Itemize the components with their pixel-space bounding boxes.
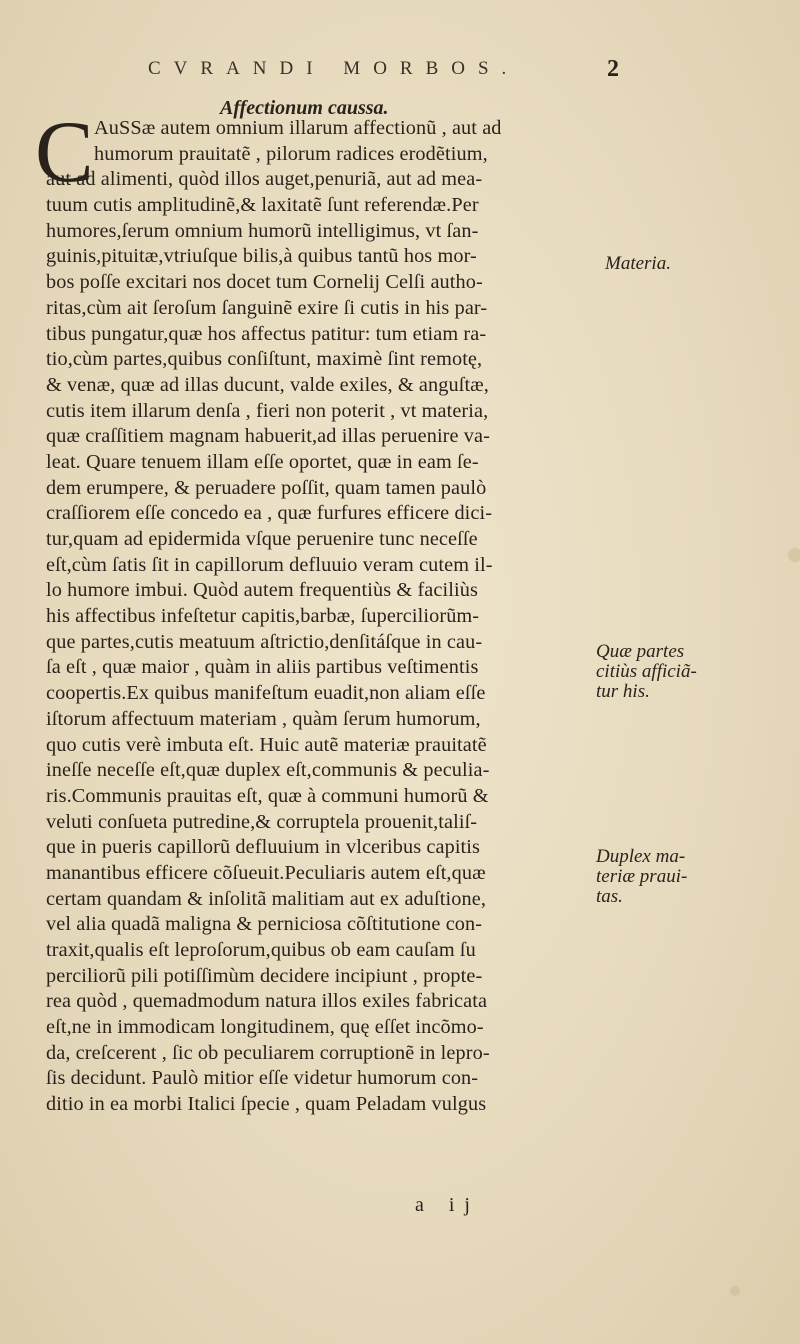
text-line: veluti conſueta putredine,& corruptela prouenit,taliſ- (46, 810, 478, 833)
marginal-note-line: teriæ praui- (596, 866, 688, 887)
marginal-note-line: citiùs afficiã- (596, 661, 697, 682)
text-line: aut ad alimenti, quòd illos auget,penuriã, aut ad mea- (46, 168, 483, 191)
text-line: que in pueris capillorũ defluuium in vlceribus capitis (46, 836, 481, 859)
text-line: lo humore imbui. Quòd autem frequentiùs & faciliùs (46, 579, 478, 602)
text-line: tio,cùm partes,quibus conſiſtunt, maximè ſint remotę, (46, 348, 483, 371)
text-line: craſſiorem eſſe concedo ea , quæ furfures efficere dici- (46, 502, 493, 525)
text-line: bos poſſe excitari nos docet tum Cornelij Celſi autho- (46, 271, 483, 294)
text-line: manantibus efficere cõſueuit.Peculiaris autem eſt,quæ (46, 861, 486, 884)
drop-cap: C (35, 104, 94, 201)
text-line: humores,ſerum omnium humorũ intelligimus, vt ſan- (46, 219, 479, 242)
text-line: vel alia quadã maligna & perniciosa cõſtitutione con- (46, 913, 483, 936)
body-text (46, 116, 592, 1118)
text-line: cutis item illarum denſa , fieri non poterit , vt materia, (46, 399, 489, 422)
text-line: ris.Communis prauitas eſt, quæ à communi humorũ & (46, 784, 489, 807)
text-line: his affectibus infeſtetur capitis,barbæ, ſuperciliorũm- (46, 605, 480, 628)
marginal-note-materia: Materia. (605, 253, 671, 274)
paper-stain (730, 1286, 740, 1296)
marginal-note-line: tur his. (596, 681, 650, 702)
marginal-note-line: tas. (596, 886, 623, 907)
paper-stain (788, 548, 800, 562)
text-line: iſtorum affectuum materiam , quàm ſerum humorum, (46, 707, 481, 730)
text-line: dem erumpere, & peruadere poſſit, quam tamen paulò (46, 476, 487, 499)
text-line: eſt,cùm ſatis ſit in capillorum defluuio veram cutem il- (46, 553, 493, 576)
text-line: quo cutis verè imbuta eſt. Huic autẽ materiæ prauitatẽ (46, 733, 487, 756)
running-head: CVRANDI MORBOS. (148, 58, 520, 79)
marginal-note-quae-partes (596, 642, 697, 702)
text-line: traxit,qualis eſt leproſorum,quibus ob eam cauſam ſu (46, 939, 476, 961)
text-line: tuum cutis amplitudinẽ,& laxitatẽ ſunt referendæ.Per (46, 194, 479, 217)
section-heading: Affectionum caussa. (220, 97, 389, 119)
text-line: certam quandam & inſolitã malitiam aut ex aduſtione, (46, 887, 486, 910)
marginal-note-line: Quæ partes (596, 641, 685, 662)
text-line: tibus pungatur,quæ hos affectus patitur: tum etiam ra- (46, 322, 487, 345)
text-line: leat. Quare tenuem illam eſſe oportet, quæ in eam ſe- (46, 450, 479, 473)
text-line: ritas,cùm ait ſeroſum ſanguinẽ exire ſi cutis in his par- (46, 296, 488, 319)
text-line: ſa eſt , quæ maior , quàm in aliis partibus veſtimentis (46, 656, 479, 679)
text-line: guinis,pituitæ,vtriuſque bilis,à quibus tantũ hos mor- (46, 245, 477, 268)
marginal-note-duplex (596, 847, 687, 907)
marginal-note-line: Duplex ma- (596, 846, 686, 867)
text-line: perciliorũ pili potiſſimùm decidere incipiunt , propte- (46, 964, 483, 987)
text-line: da, creſcerent , ſic ob peculiarem corruptionẽ in lepro- (46, 1041, 490, 1064)
signature-mark: a ij (415, 1194, 480, 1216)
text-line: ditio in ea morbi Italici ſpecie , quam Peladam vulgus (46, 1093, 487, 1116)
text-line: ineſſe neceſſe eſt,quæ duplex eſt,communis & peculia- (46, 759, 490, 782)
text-line: eſt,ne in immodicam longitudinem, quę eſſet incõmo- (46, 1016, 484, 1039)
text-line: tur,quam ad epidermida vſque peruenire tunc neceſſe (46, 528, 478, 550)
text-line: AuSSæ autem omnium illarum affectionũ , aut ad (94, 117, 502, 139)
text-line: quæ craſſitiem magnam habuerit,ad illas peruenire va- (46, 425, 491, 448)
text-line: coopertis.Ex quibus manifeſtum euadit,non aliam eſſe (46, 682, 486, 705)
text-line: humorum prauitatẽ , pilorum radices erodẽtium, (94, 142, 488, 165)
text-line: & venæ, quæ ad illas ducunt, valde exiles, & anguſtæ, (46, 373, 489, 396)
text-line: rea quòd , quemadmodum natura illos exiles fabricata (46, 990, 488, 1013)
page-number: 2 (607, 56, 619, 82)
text-line: ſis decidunt. Paulò mitior eſſe videtur humorum con- (46, 1067, 479, 1090)
text-line: que partes,cutis meatuum aſtrictio,denſitáſque in cau- (46, 630, 483, 653)
